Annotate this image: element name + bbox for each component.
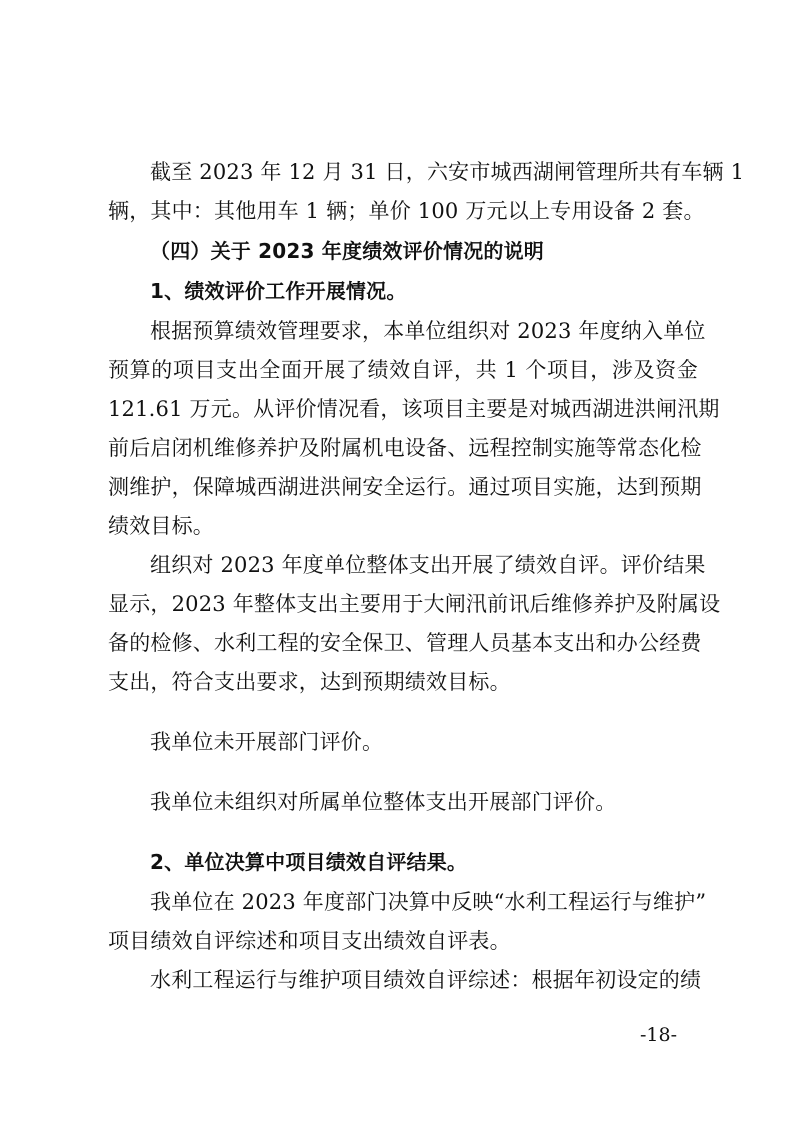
paragraph-line: 组织对 2023 年度单位整体支出开展了绩效自评。评价结果 bbox=[150, 553, 706, 577]
paragraph-line: 显示，2023 年整体支出主要用于大闸汛前讯后维修养护及附属设 bbox=[108, 592, 721, 616]
paragraph-line: 支出，符合支出要求，达到预期绩效目标。 bbox=[108, 670, 511, 694]
paragraph-line: 我单位未组织对所属单位整体支出开展部门评价。 bbox=[150, 790, 617, 814]
paragraph-line: 前后启闭机维修养护及附属机电设备、远程控制实施等常态化检 bbox=[108, 436, 702, 460]
paragraph-line: 根据预算绩效管理要求，本单位组织对 2023 年度纳入单位 bbox=[150, 319, 706, 343]
subsection-heading: 1、绩效评价工作开展情况。 bbox=[150, 279, 407, 303]
paragraph-line: 辆，其中：其他用车 1 辆；单价 100 万元以上专用设备 2 套。 bbox=[108, 199, 705, 223]
paragraph-line: 备的检修、水利工程的安全保卫、管理人员基本支出和办公经费 bbox=[108, 631, 702, 655]
paragraph-line: 121.61 万元。从评价情况看，该项目主要是对城西湖进洪闸汛期 bbox=[108, 397, 720, 421]
paragraph-line: 我单位在 2023 年度部门决算中反映“水利工程运行与维护” bbox=[150, 890, 707, 914]
paragraph-line: 截至 2023 年 12 月 31 日，六安市城西湖闸管理所共有车辆 1 bbox=[150, 160, 745, 184]
paragraph-line: 测维护，保障城西湖进洪闸安全运行。通过项目实施，达到预期 bbox=[108, 475, 702, 499]
paragraph-line: 我单位未开展部门评价。 bbox=[150, 730, 384, 754]
paragraph-line: 水利工程运行与维护项目绩效自评综述：根据年初设定的绩 bbox=[150, 968, 702, 992]
page-number: -18- bbox=[640, 1024, 678, 1046]
paragraph-line: 项目绩效自评综述和项目支出绩效自评表。 bbox=[108, 929, 511, 953]
paragraph-line: 绩效目标。 bbox=[108, 514, 214, 538]
paragraph-line: 预算的项目支出全面开展了绩效自评，共 1 个项目，涉及资金 bbox=[108, 358, 698, 382]
section-heading: （四）关于 2023 年度绩效评价情况的说明 bbox=[150, 239, 544, 263]
subsection-heading: 2、单位决算中项目绩效自评结果。 bbox=[150, 850, 468, 874]
